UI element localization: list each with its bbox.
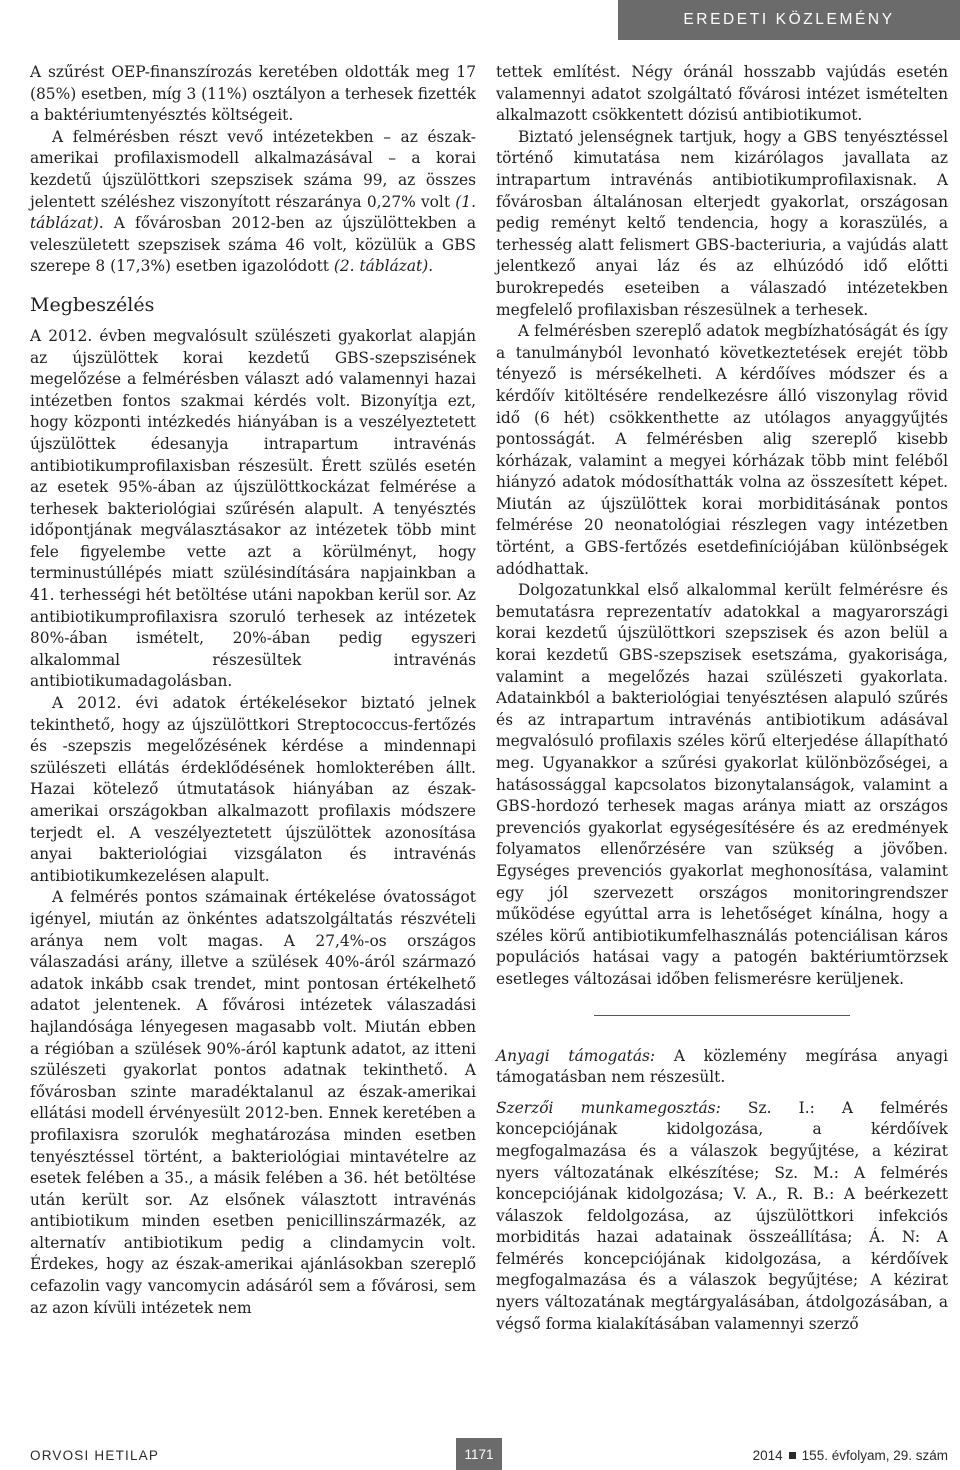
paragraph: A felmérésben szereplő adatok megbízhatóságát és így a tanulmányból levonható következtetések erejét több tényező is mérsékelheti. A kérdőíves módszer és a kérdőív kitöltésére rendelkezésre álló viszonylag rövid idő (6 hét) csökkenthette az utólagos anyaggyűjtés pontosságát. A felmérésben alig szereplő kisebb kórházak, valamint a megyei kórházak több mint feléből hiányzó adatok módosíthatták volna az összesített képet. Miután az újszülöttek korai morbiditásának pontos felmérése 20 neonatológiai részlegen vagy intézetben történt, a GBS-fertőzés esetdefiníciójában különbségek adódhattak. <box>496 322 948 578</box>
page-number: 1171 <box>456 1438 502 1470</box>
table-reference: (1. táblázat) <box>30 192 476 233</box>
paragraph: A 2012. évben megvalósult szülészeti gyakorlat alapján az újszülöttek korai kezdetű GBS-szepszisének megelőzése a felmérésben választ adó valamennyi hazai intézetben fontos szakmai kérdés volt. Bizonyítja ezt, hogy központi intézkedés hiányában is a veszélyeztetett újszülöttek édesanyja intrapartum intravénás antibiotikumprofilaxisban részesült. Érett szülés esetén az esetek 95%-ában az újszülöttkockázat felmérése a terhesek bakteriológiai szűrésén alapult. A tenyésztés időpontjának megválasztásakor az intézetek több mint fele figyelembe vette azt a körülményt, hogy terminustúllépés miatt szülésindítására napjainkban a 41. terhességi hét betöltése utáni napokban kerül sor. Az antibiotikumprofilaxisra szoruló terhesek az intézetek 80%-ában ismételt, 20%-ában pedig egyszeri alkalommal részesültek intravénás antibiotikumadagolásban. <box>30 326 476 691</box>
contribution-text: Sz. I.: A felmérés koncepciójának kidolgozása, a kérdőívek megfogalmazása és a válaszok begyűjtése, a kézirat nyers változatának elkészítése; Sz. M.: A felmérés koncepciójának kidolgozása; V. A., R. B.: A beérkezett válaszok feldolgozása, az újszülöttkori infekciós morbiditás hazai adatainak összeállítása; Á. N: A felmérés koncepciójának kidolgozása, a kérdőívek megfogalmazása és a válaszok begyűjtése; A kézirat nyers változatának megtárgyalásában, átdolgozásában, a végső forma kialakításában valamennyi szerző <box>496 1098 948 1333</box>
paragraph: A 2012. évi adatok értékelésekor biztató jelnek tekinthető, hogy az újszülöttkori Streptococcus-fertőzés és -szepszis megelőzésének kérdése a mindennapi szülészeti ellátás érdeklődésének homlokterében állt. Hazai kötelező útmutatások hiányában az észak-amerikai országokban alkalmazott profilaxis módszere terjedt el. A veszélyeztetett újszülöttek azonosítása anyai bakteriológiai vizsgálaton és intravénás antibiotikumkezelésen alapult. <box>30 694 476 885</box>
paragraph: tettek említést. Négy óránál hosszabb vajúdás esetén valamennyi adatot szolgáltató fővárosi intézet ismételten alkalmazott csökkentett dózisú antibiotikumot. <box>496 63 948 125</box>
journal-name: ORVOSI HETILAP <box>30 1448 160 1463</box>
contribution-note <box>496 1098 948 1336</box>
page-footer <box>0 1438 960 1470</box>
paragraph: A felmérés pontos számainak értékelése óvatosságot igényel, miután az önkéntes adatszolgáltatás részvételi aránya nem volt magas. A 27,4%-os országos válaszadási arány, illetve a szülések 40%-áról származó adatok inkább csak trendet, mint pontosan értékelhető adatot jelentenek. A fővárosi intézetek válaszadási hajlandósága lényegesen magasabb volt. Miután ebben a régióban a szülések 90%-áról kaptunk adatot, az itteni szülészeti gyakorlat pontos adatnak tekinthető. A fővárosban szinte maradéktalanul az észak-amerikai ellátási modell érvényesült 2012-ben. Ennek keretében a profilaxisra szorulók meghatározása minden esetben tenyésztéssel történt, a bakteriológiai mintavételre az esetek felében a 35., a másik felében a 36. hét betöltése után került sor. Az elsőnek választott intravénás antibiotikum minden esetben penicillinszármazék, az alternatív antibiotikum pedig a clindamycin volt. Érdekes, hogy az észak-amerikai ajánlásokban szereplő cefazolin vagy vancomycin adásáról sem a fővárosi, sem az azon kívüli intézetek nem <box>30 888 476 1317</box>
contribution-label: Szerzői munkamegosztás: <box>496 1098 721 1117</box>
acknowledgements <box>496 1046 948 1336</box>
paragraph-text: . A fővárosban 2012-ben az újszülöttekben a veleszületett szepszisek száma 46 volt, közülük a GBS szerepe 8 (17,3%) esetben igazolódott <box>30 214 476 276</box>
issue-info <box>753 1448 948 1463</box>
paragraph-text: . <box>428 257 434 276</box>
section-label: EREDETI KÖZLEMÉNY <box>618 0 960 40</box>
funding-note <box>496 1046 948 1089</box>
paragraph: A szűrést OEP-finanszírozás keretében oldották meg 17 (85%) esetben, míg 3 (11%) osztályon a terhesek fizették a baktériumtenyésztés költségeit. <box>30 63 476 125</box>
paragraph: Dolgozatunkkal első alkalommal került felmérésre és bemutatásra reprezentatív adatokkal a magyarországi korai kezdetű újszülöttkori szepszisek és azon belül a korai kezdetű GBS-szepszisek esetszáma, gyakorisága, valamint a megelőzés hazai szülészeti gyakorlata. Adatainkból a bakteriológiai tenyésztésen alapuló szűrés és az intrapartum intravénás antibiotikum adásával megvalósuló profilaxis széles körű elterjedése állapítható meg. Ugyanakkor a szűrési gyakorlat különbözőségei, a hatásossággal kapcsolatos bizonytalanságok, valamint a GBS-hordozó terhesek magas aránya miatt az országos prevenciós gyakorlat egységesítésére és az eredmények folyamatos ellenőrzésére van szükség a jövőben. Egységes prevenciós gyakorlat meghonosítása, valamint egy jól szervezett országos monitoringrendszer működése egyúttal arra is lehetőséget kínálna, hogy a széles körű antibiotikumfelhasználás potenciálisan káros populációs hatásai vagy a patogén baktériumtörzsek esetleges változásai időben felismerésre kerüljenek. <box>496 581 948 988</box>
funding-text: A közlemény megírása anyagi támogatásban nem részesült. <box>496 1046 948 1087</box>
funding-label: Anyagi támogatás: <box>496 1046 656 1065</box>
year: 2014 <box>752 1448 783 1463</box>
divider <box>594 1015 850 1016</box>
volume-issue: 155. évfolyam, 29. szám <box>801 1448 948 1463</box>
paragraph-text: A felmérésben részt vevő intézetekben – az észak-amerikai profilaxismodell alkalmazásával – a korai kezdetű újszülöttkori szepszisek száma 99, az összes jelentett széléshez viszonyított részaránya 0,27% volt <box>30 127 476 211</box>
table-reference: (2. táblázat) <box>333 257 429 276</box>
square-separator-icon <box>789 1452 796 1459</box>
paragraph <box>30 127 476 278</box>
right-column <box>496 62 948 1344</box>
left-column <box>30 62 476 1319</box>
paragraph: Biztató jelenségnek tartjuk, hogy a GBS tenyésztéssel történő kimutatása nem kizárólagos javallata az intrapartum intravénás antibiotikumprofilaxisnak. A fővárosban általánosan elterjedt gyakorlat, országosan pedig reményt keltő tendencia, hogy a koraszülés, a terhesség alatt felismert GBS-bacteriuria, a vajúdás alatt jelentkező anyai láz és az elhúzódó idő előtti burokrepedés eseteiben a válaszadó intézetekben megfelelő profilaxisban részesülnek a terhesek. <box>496 127 948 319</box>
section-heading: Megbeszélés <box>30 293 155 316</box>
